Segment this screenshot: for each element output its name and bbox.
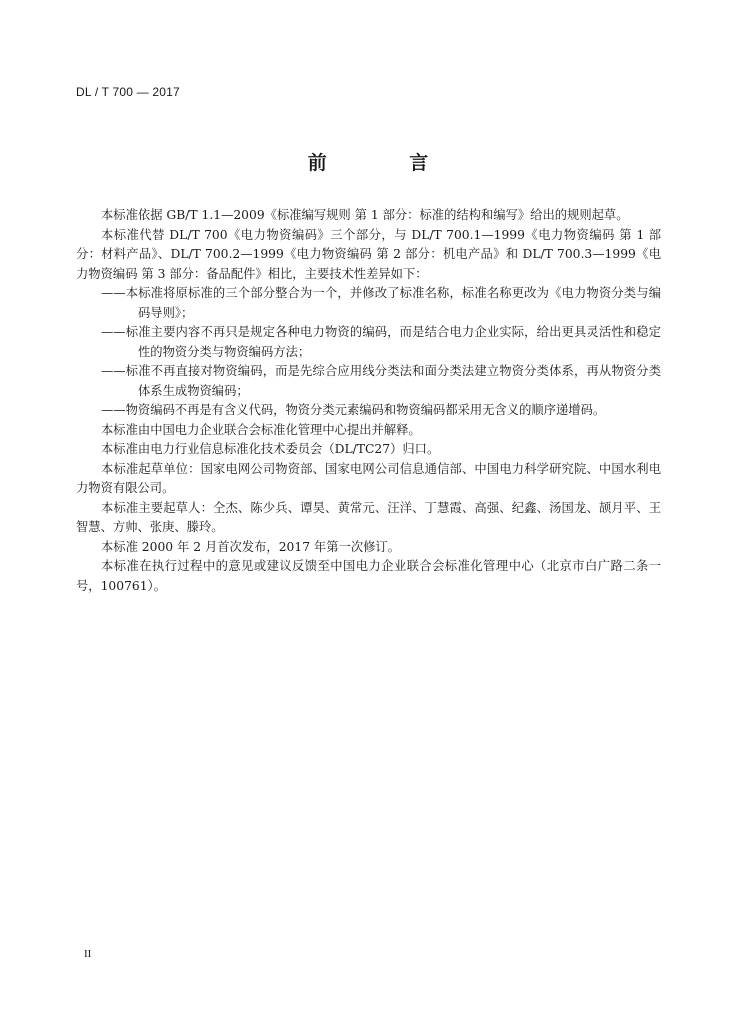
- dash-item-classification: ——标准不再直接对物资编码，而是先综合应用线分类法和面分类法建立物资分类体系，再从物资分类体系生成物资编码；: [101, 364, 661, 398]
- page-number: II: [84, 948, 92, 960]
- dash-item-content: ——标准主要内容不再只是规定各种电力物资的编码，而是结合电力企业实际，给出更具灵活性和稳定性的物资分类与物资编码方法；: [101, 325, 661, 359]
- paragraph-replacement: 本标准代替 DL/T 700《电力物资编码》三个部分，与 DL/T 700.1—1999《电力物资编码 第 1 部分：材料产品》、DL/T 700.2—1999《电力物资编码 第 2 部分：机电产品》和 DL/T 700.3—1999《电力物资编码 第 3 部分：备品配件》相比，主要技术性差异如下：: [76, 227, 661, 281]
- paragraph-feedback: 本标准在执行过程中的意见或建议反馈至中国电力企业联合会标准化管理中心（北京市白广路二条一号，100761）。: [76, 559, 661, 593]
- dash-item-code-type: ——物资编码不再是有含义代码，物资分类元素编码和物资编码都采用无含义的顺序递增码。: [101, 403, 606, 417]
- paragraph-committee: 本标准由电力行业信息标准化技术委员会（DL/TC27）归口。: [101, 442, 440, 456]
- dash-item-merge: ——本标准将原标准的三个部分整合为一个，并修改了标准名称，标准名称更改为《电力物资分类与编码导则》；: [101, 286, 661, 320]
- paragraph-drafting-units: 本标准起草单位：国家电网公司物资部、国家电网公司信息通信部、中国电力科学研究院、中国水利电力物资有限公司。: [76, 461, 661, 495]
- document-code-header: DL / T 700 — 2017: [76, 85, 180, 99]
- paragraph-release-history: 本标准 2000 年 2 月首次发布，2017 年第一次修订。: [101, 539, 401, 554]
- page-title: 前 言: [307, 152, 467, 174]
- paragraph-drafting-basis: 本标准依据 GB/T 1.1—2009《标准编写规则 第 1 部分：标准的结构和编写》给出的规则起草。: [101, 208, 629, 222]
- foreword-body: [76, 206, 661, 596]
- paragraph-proposer: 本标准由中国电力企业联合会标准化管理中心提出并解释。: [101, 422, 421, 437]
- paragraph-drafters: 本标准主要起草人：仝杰、陈少兵、谭昊、黄常元、汪洋、丁慧霞、高强、纪鑫、汤国龙、颉月平、王智慧、方帅、张庚、滕玲。: [76, 500, 661, 534]
